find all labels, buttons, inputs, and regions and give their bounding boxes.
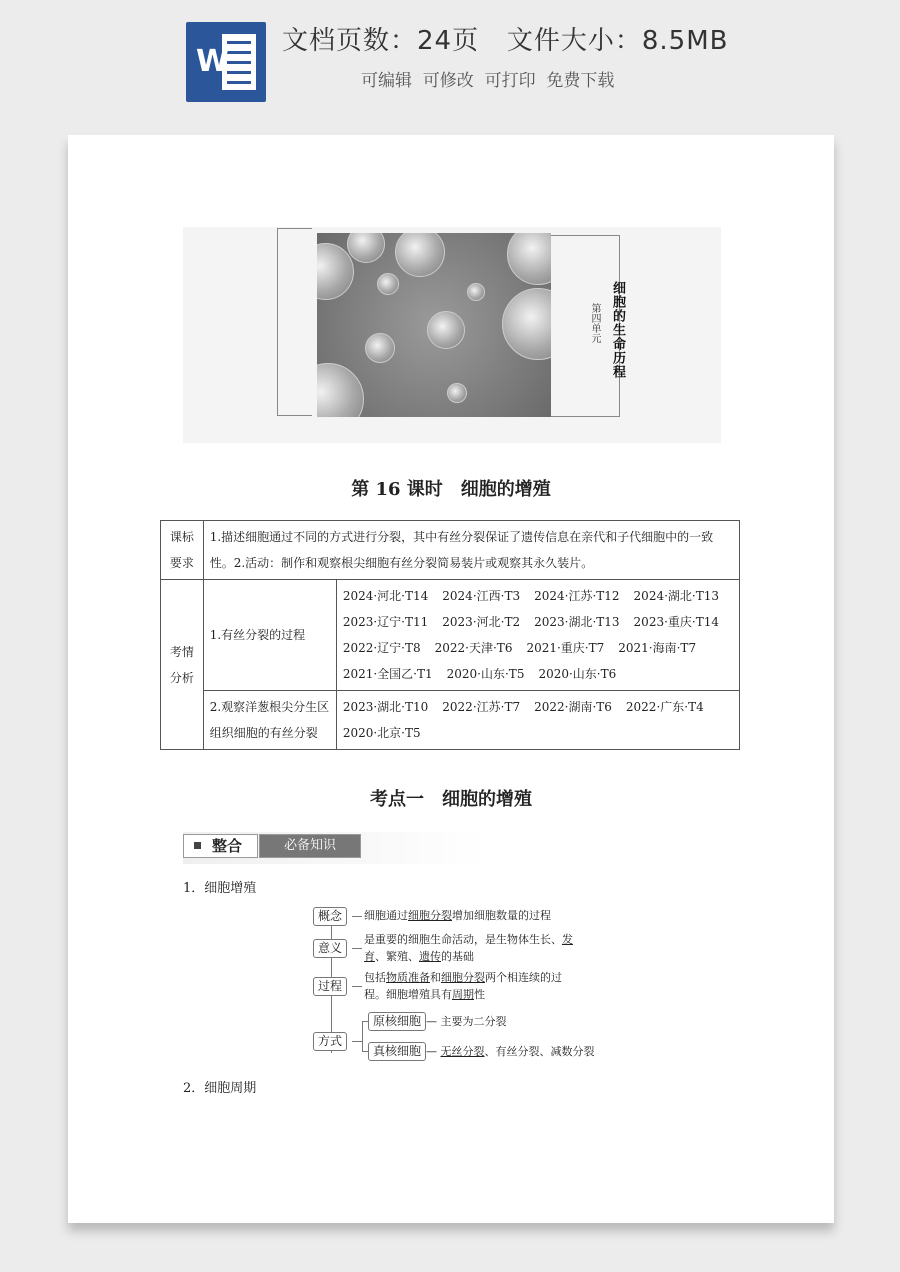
exam-topic-2: 2.观察洋葱根尖分生区组织细胞的有丝分裂 bbox=[203, 691, 336, 750]
map-node-eukaryote: 真核细胞 bbox=[368, 1042, 426, 1061]
cells-image bbox=[317, 233, 551, 417]
square-icon bbox=[194, 842, 201, 849]
unit-title: 细胞的生命历程 bbox=[610, 281, 625, 379]
exam-refs-2: 2023·湖北·T10 2022·江苏·T7 2022·湖南·T6 2022·广东·T4 2020·北京·T5 bbox=[336, 691, 739, 750]
concept-map bbox=[308, 903, 608, 1063]
tag-integrate: 整合 bbox=[183, 834, 258, 858]
map-eukaryote-text: — 无丝分裂、有丝分裂、减数分裂 bbox=[426, 1045, 595, 1058]
map-process-text: 包括物质准备和细胞分裂两个相连续的过 程。细胞增殖具有周期性 bbox=[364, 971, 562, 1001]
banner-bracket-left bbox=[277, 228, 312, 416]
map-meaning-text: 是重要的细胞生命活动，是生物体生长、发 育、繁殖、遗传的基础 bbox=[364, 933, 573, 963]
map-node-meaning: 意义 bbox=[313, 939, 347, 958]
map-node-concept: 概念 bbox=[313, 907, 347, 926]
doc-info-title: 文档页数：24页 文件大小：8.5MB bbox=[282, 26, 729, 56]
section-heading-1: 1．细胞增殖 bbox=[183, 881, 257, 896]
map-prokaryote-text: — 主要为二分裂 bbox=[426, 1015, 507, 1028]
doc-features: 可编辑 可修改 可打印 免费下载 bbox=[361, 71, 615, 91]
map-node-prokaryote: 原核细胞 bbox=[368, 1012, 426, 1031]
unit-banner bbox=[183, 227, 721, 443]
req-text: 1.描述细胞通过不同的方式进行分裂，其中有丝分裂保证了遗传信息在亲代和子代细胞中的一致性。2.活动：制作和观察根尖细胞有丝分裂简易装片或观察其永久装片。 bbox=[203, 521, 739, 580]
map-concept-text: 细胞通过细胞分裂增加细胞数量的过程 bbox=[364, 909, 551, 922]
requirements-table bbox=[160, 520, 740, 750]
word-doc-icon: W bbox=[186, 22, 266, 102]
key-point-title: 考点一 细胞的增殖 bbox=[370, 789, 532, 810]
lesson-title: 第 16 课时 细胞的增殖 bbox=[351, 479, 551, 500]
req-label: 课标要求 bbox=[161, 521, 204, 580]
unit-number: 第四单元 bbox=[589, 303, 600, 343]
section-heading-2: 2．细胞周期 bbox=[183, 1081, 257, 1096]
section-tag bbox=[183, 832, 488, 864]
map-node-process: 过程 bbox=[313, 977, 347, 996]
exam-label: 考情分析 bbox=[161, 580, 204, 750]
document-page bbox=[68, 135, 834, 1223]
download-header bbox=[0, 0, 900, 120]
exam-refs-1: 2024·河北·T14 2024·江西·T3 2024·江苏·T12 2024·湖北·T13 2023·辽宁·T11 2023·河北·T2 2023·湖北·T13 2023·重庆·T14 2022·辽宁·T8 2022·天津·T6 2021·重庆·T7 2021·海南·T7 2021·全国乙·T1 2020·山东·T5 2020·山东·T6 bbox=[336, 580, 739, 691]
exam-topic-1: 1.有丝分裂的过程 bbox=[203, 580, 336, 691]
map-node-method: 方式 bbox=[313, 1032, 347, 1051]
tag-knowledge: 必备知识 bbox=[259, 834, 361, 858]
